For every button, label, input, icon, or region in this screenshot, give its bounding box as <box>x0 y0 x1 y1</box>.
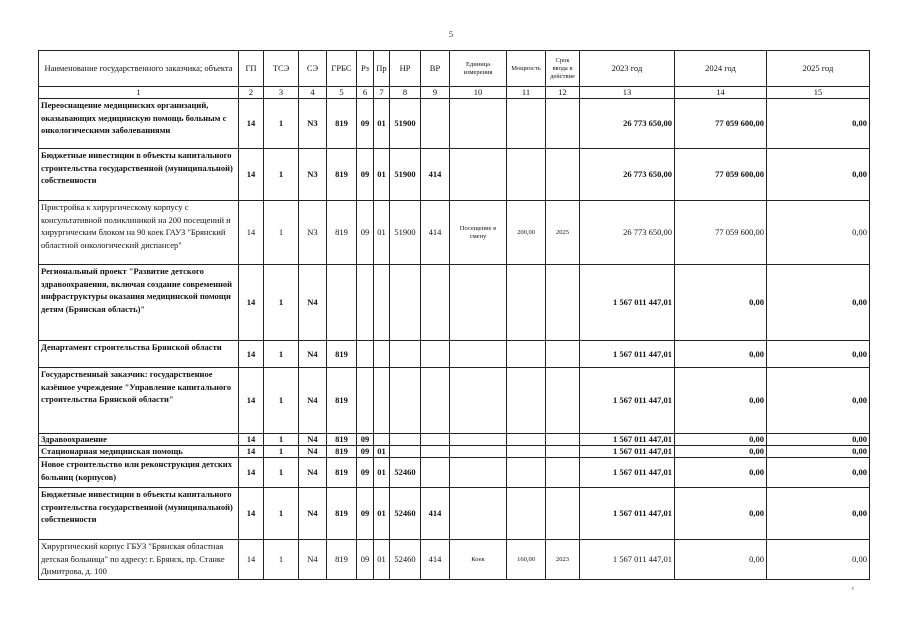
vr-cell <box>421 99 450 149</box>
rz-cell: 09 <box>357 488 374 540</box>
object-name-cell: Бюджетные инвестиции в объекты капитального строительства государственной (муниципальной) собственности <box>39 488 239 540</box>
grbs-cell: 819 <box>327 368 357 434</box>
term-cell <box>546 99 580 149</box>
gp-cell: 14 <box>239 540 264 580</box>
power-cell <box>507 99 546 149</box>
y2025-cell: 0,00 <box>767 488 870 540</box>
pr-cell: 01 <box>374 149 390 201</box>
object-name-cell: Хирургический корпус ГБУЗ "Брянская областная детская больница" по адресу: г. Брянск, пр. Станке Димитрова, д. 100 <box>39 540 239 580</box>
header-nr: НР <box>390 51 421 87</box>
table-row <box>39 458 870 488</box>
y2024-cell: 0,00 <box>675 434 767 446</box>
term-cell <box>546 434 580 446</box>
col-number: 1 <box>39 87 239 99</box>
grbs-cell: 819 <box>327 540 357 580</box>
y2024-cell: 0,00 <box>675 488 767 540</box>
se-cell: N3 <box>299 149 327 201</box>
power-cell <box>507 368 546 434</box>
col-number: 13 <box>580 87 675 99</box>
tse-cell: 1 <box>264 540 299 580</box>
y2024-cell: 0,00 <box>675 341 767 368</box>
nr-cell: 51900 <box>390 201 421 265</box>
tse-cell: 1 <box>264 149 299 201</box>
y2024-cell: 0,00 <box>675 540 767 580</box>
table-row <box>39 341 870 368</box>
y2023-cell: 1 567 011 447,01 <box>580 458 675 488</box>
col-number: 10 <box>450 87 507 99</box>
unit-cell <box>450 488 507 540</box>
power-cell <box>507 265 546 341</box>
rz-cell: 09 <box>357 446 374 458</box>
pr-cell <box>374 265 390 341</box>
y2023-cell: 1 567 011 447,01 <box>580 446 675 458</box>
object-name-cell: Стационарная медицинская помощь <box>39 446 239 458</box>
col-number: 5 <box>327 87 357 99</box>
col-number: 6 <box>357 87 374 99</box>
col-number: 14 <box>675 87 767 99</box>
y2023-cell: 1 567 011 447,01 <box>580 540 675 580</box>
nr-cell: 51900 <box>390 149 421 201</box>
se-cell: N4 <box>299 488 327 540</box>
power-cell <box>507 488 546 540</box>
y2024-cell: 0,00 <box>675 368 767 434</box>
header-se: СЭ <box>299 51 327 87</box>
col-number: 7 <box>374 87 390 99</box>
header-gp: ГП <box>239 51 264 87</box>
vr-cell: 414 <box>421 149 450 201</box>
power-cell <box>507 458 546 488</box>
rz-cell: 09 <box>357 149 374 201</box>
y2024-cell: 77 059 600,00 <box>675 149 767 201</box>
y2025-cell: 0,00 <box>767 446 870 458</box>
nr-cell: 51900 <box>390 99 421 149</box>
gp-cell: 14 <box>239 458 264 488</box>
y2024-cell: 0,00 <box>675 446 767 458</box>
object-name-cell: Переоснащение медицинских организаций, оказывающих медицинскую помощь больным с онкологическими заболеваниями <box>39 99 239 149</box>
nr-cell <box>390 368 421 434</box>
grbs-cell: 819 <box>327 446 357 458</box>
power-cell <box>507 434 546 446</box>
term-cell <box>546 265 580 341</box>
pr-cell <box>374 434 390 446</box>
unit-cell <box>450 341 507 368</box>
header-tse: ТСЭ <box>264 51 299 87</box>
nr-cell: 52460 <box>390 458 421 488</box>
rz-cell: 09 <box>357 434 374 446</box>
power-cell <box>507 149 546 201</box>
grbs-cell: 819 <box>327 149 357 201</box>
pr-cell: 01 <box>374 446 390 458</box>
pr-cell <box>374 341 390 368</box>
table-body <box>39 99 870 580</box>
gp-cell: 14 <box>239 368 264 434</box>
page-number: 5 <box>449 30 453 39</box>
tse-cell: 1 <box>264 488 299 540</box>
object-name-cell: Здравоохранение <box>39 434 239 446</box>
header-vr: ВР <box>421 51 450 87</box>
table-row <box>39 265 870 341</box>
y2025-cell: 0,00 <box>767 458 870 488</box>
rz-cell: 09 <box>357 458 374 488</box>
table-row <box>39 540 870 580</box>
se-cell: N4 <box>299 434 327 446</box>
gp-cell: 14 <box>239 99 264 149</box>
y2025-cell: 0,00 <box>767 201 870 265</box>
y2023-cell: 1 567 011 447,01 <box>580 434 675 446</box>
nr-cell <box>390 434 421 446</box>
budget-table <box>38 50 870 580</box>
grbs-cell: 819 <box>327 201 357 265</box>
vr-cell: 414 <box>421 540 450 580</box>
unit-cell: Коек <box>450 540 507 580</box>
tse-cell: 1 <box>264 99 299 149</box>
gp-cell: 14 <box>239 488 264 540</box>
header-term: Срок ввода в действие <box>546 51 580 87</box>
y2023-cell: 1 567 011 447,01 <box>580 265 675 341</box>
nr-cell <box>390 446 421 458</box>
header-grbs: ГРБС <box>327 51 357 87</box>
col-number: 12 <box>546 87 580 99</box>
pr-cell: 01 <box>374 458 390 488</box>
grbs-cell: 819 <box>327 99 357 149</box>
table-row <box>39 488 870 540</box>
term-cell <box>546 149 580 201</box>
term-cell <box>546 446 580 458</box>
rz-cell <box>357 368 374 434</box>
se-cell: N4 <box>299 458 327 488</box>
vr-cell <box>421 368 450 434</box>
y2024-cell: 77 059 600,00 <box>675 99 767 149</box>
object-name-cell: Департамент строительства Брянской области <box>39 341 239 368</box>
term-cell <box>546 488 580 540</box>
y2025-cell: 0,00 <box>767 540 870 580</box>
pr-cell: 01 <box>374 540 390 580</box>
rz-cell: 09 <box>357 99 374 149</box>
vr-cell <box>421 434 450 446</box>
vr-cell <box>421 458 450 488</box>
term-cell <box>546 458 580 488</box>
vr-cell <box>421 341 450 368</box>
col-number: 8 <box>390 87 421 99</box>
tse-cell: 1 <box>264 446 299 458</box>
tse-cell: 1 <box>264 434 299 446</box>
header-row <box>39 51 870 87</box>
grbs-cell: 819 <box>327 434 357 446</box>
header-2024: 2024 год <box>675 51 767 87</box>
power-cell: 200,00 <box>507 201 546 265</box>
header-pr: Пр <box>374 51 390 87</box>
gp-cell: 14 <box>239 434 264 446</box>
nr-cell <box>390 341 421 368</box>
unit-cell <box>450 99 507 149</box>
col-number: 4 <box>299 87 327 99</box>
unit-cell <box>450 446 507 458</box>
y2025-cell: 0,00 <box>767 434 870 446</box>
pr-cell <box>374 368 390 434</box>
power-cell: 160,00 <box>507 540 546 580</box>
se-cell: N3 <box>299 99 327 149</box>
y2023-cell: 1 567 011 447,01 <box>580 488 675 540</box>
y2024-cell: 77 059 600,00 <box>675 201 767 265</box>
term-cell: 2023 <box>546 540 580 580</box>
y2025-cell: 0,00 <box>767 99 870 149</box>
header-name: Наименование государственного заказчика; объекта <box>39 51 239 87</box>
table-row <box>39 446 870 458</box>
gp-cell: 14 <box>239 446 264 458</box>
se-cell: N4 <box>299 368 327 434</box>
y2023-cell: 26 773 650,00 <box>580 99 675 149</box>
grbs-cell: 819 <box>327 458 357 488</box>
y2023-cell: 26 773 650,00 <box>580 201 675 265</box>
y2025-cell: 0,00 <box>767 368 870 434</box>
term-cell <box>546 341 580 368</box>
tse-cell: 1 <box>264 458 299 488</box>
col-number: 3 <box>264 87 299 99</box>
col-number: 2 <box>239 87 264 99</box>
column-number-row <box>39 87 870 99</box>
nr-cell: 52460 <box>390 488 421 540</box>
y2023-cell: 1 567 011 447,01 <box>580 341 675 368</box>
se-cell: N4 <box>299 341 327 368</box>
unit-cell <box>450 368 507 434</box>
unit-cell: Посещение в смену <box>450 201 507 265</box>
rz-cell <box>357 341 374 368</box>
col-number: 9 <box>421 87 450 99</box>
y2023-cell: 1 567 011 447,01 <box>580 368 675 434</box>
object-name-cell: Новое строительство или реконструкция детских больниц (корпусов) <box>39 458 239 488</box>
object-name-cell: Региональный проект "Развитие детского здравоохранения, включая создание современной инфраструктуры оказания медицинской помощи детям (Брянская область)" <box>39 265 239 341</box>
vr-cell <box>421 446 450 458</box>
header-rz: Рз <box>357 51 374 87</box>
pr-cell: 01 <box>374 488 390 540</box>
rz-cell <box>357 265 374 341</box>
unit-cell <box>450 434 507 446</box>
nr-cell <box>390 265 421 341</box>
term-cell: 2025 <box>546 201 580 265</box>
term-cell <box>546 368 580 434</box>
y2025-cell: 0,00 <box>767 341 870 368</box>
power-cell <box>507 446 546 458</box>
grbs-cell: 819 <box>327 488 357 540</box>
rz-cell: 09 <box>357 540 374 580</box>
tse-cell: 1 <box>264 201 299 265</box>
tse-cell: 1 <box>264 341 299 368</box>
y2025-cell: 0,00 <box>767 149 870 201</box>
header-power: Мощность <box>507 51 546 87</box>
pr-cell: 01 <box>374 99 390 149</box>
table-row <box>39 201 870 265</box>
power-cell <box>507 341 546 368</box>
unit-cell <box>450 265 507 341</box>
se-cell: N4 <box>299 540 327 580</box>
table-row <box>39 434 870 446</box>
object-name-cell: Пристройка к хирургическому корпусу с консультативной поликлиникой на 200 посещений и хирургическим блоком на 90 коек ГАУЗ "Брянский областной онкологический диспансер" <box>39 201 239 265</box>
unit-cell <box>450 149 507 201</box>
col-number: 11 <box>507 87 546 99</box>
gp-cell: 14 <box>239 201 264 265</box>
y2024-cell: 0,00 <box>675 265 767 341</box>
header-unit: Единица измерения <box>450 51 507 87</box>
unit-cell <box>450 458 507 488</box>
pr-cell: 01 <box>374 201 390 265</box>
vr-cell: 414 <box>421 488 450 540</box>
gp-cell: 14 <box>239 341 264 368</box>
object-name-cell: Государственный заказчик: государственное казённое учреждение "Управление капитального строительства Брянской области" <box>39 368 239 434</box>
rz-cell: 09 <box>357 201 374 265</box>
y2024-cell: 0,00 <box>675 458 767 488</box>
table-row <box>39 149 870 201</box>
se-cell: N4 <box>299 265 327 341</box>
object-name-cell: Бюджетные инвестиции в объекты капитального строительства государственной (муниципальной) собственности <box>39 149 239 201</box>
se-cell: N3 <box>299 201 327 265</box>
grbs-cell <box>327 265 357 341</box>
col-number: 15 <box>767 87 870 99</box>
gp-cell: 14 <box>239 149 264 201</box>
vr-cell: 414 <box>421 201 450 265</box>
header-2023: 2023 год <box>580 51 675 87</box>
y2023-cell: 26 773 650,00 <box>580 149 675 201</box>
vr-cell <box>421 265 450 341</box>
gp-cell: 14 <box>239 265 264 341</box>
tse-cell: 1 <box>264 265 299 341</box>
nr-cell: 52460 <box>390 540 421 580</box>
table-row <box>39 368 870 434</box>
table-row <box>39 99 870 149</box>
tse-cell: 1 <box>264 368 299 434</box>
grbs-cell: 819 <box>327 341 357 368</box>
y2025-cell: 0,00 <box>767 265 870 341</box>
se-cell: N4 <box>299 446 327 458</box>
header-2025: 2025 год <box>767 51 870 87</box>
scan-mark: ᵋ <box>852 584 855 594</box>
